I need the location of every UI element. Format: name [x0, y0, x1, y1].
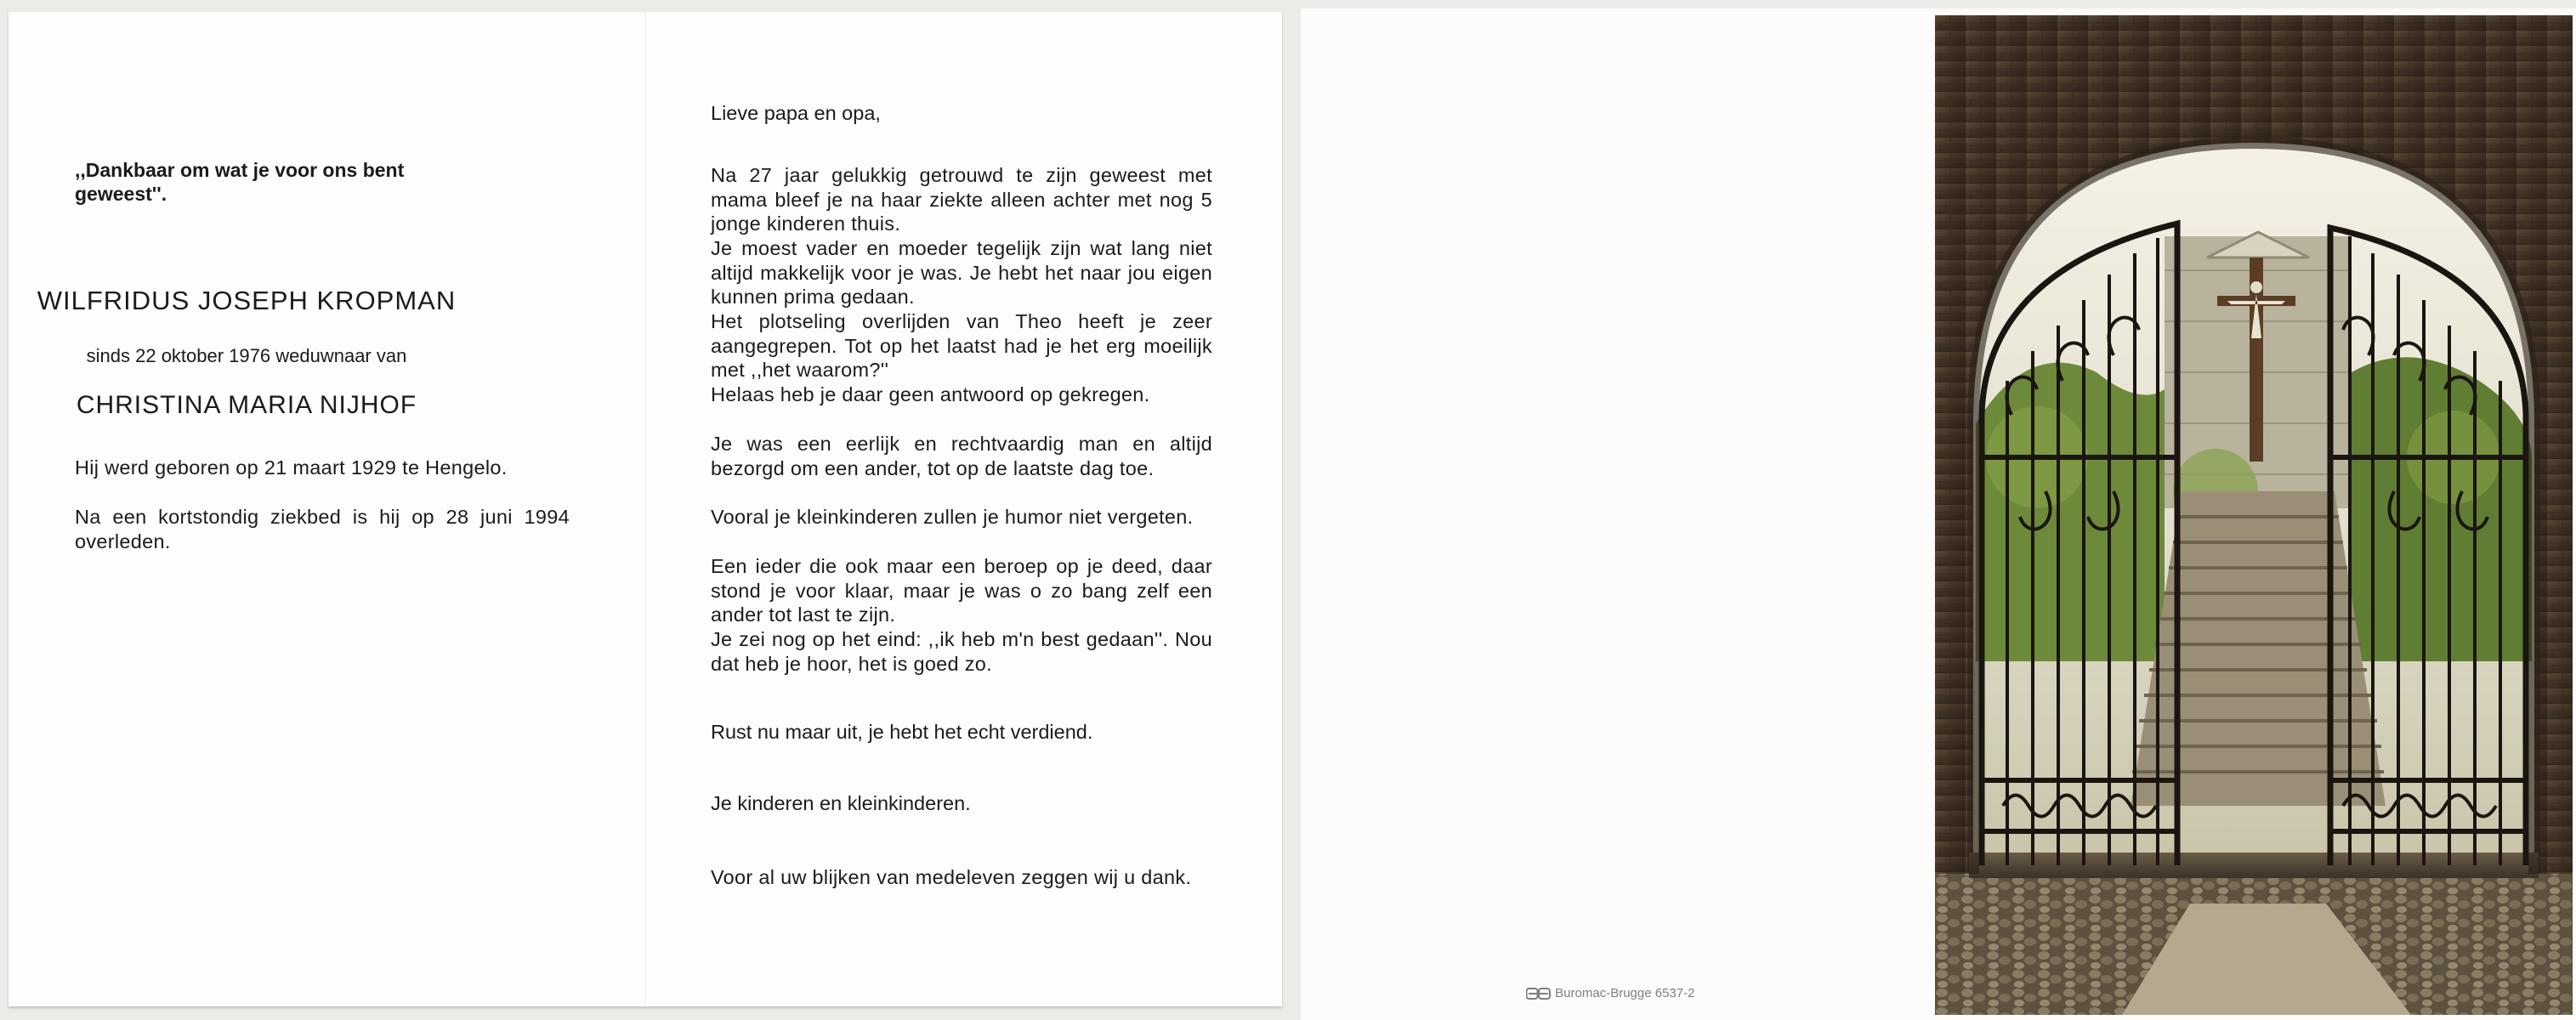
letter-greeting: Lieve papa en opa,	[711, 102, 881, 124]
letter-paragraph: Je zei nog op het eind: ,,ik heb m'n best gedaan''. Nou dat heb je hoor, het is goed zo.	[711, 628, 1212, 675]
motto-quote: ,,Dankbaar om wat je voor ons bent geweest''.	[75, 159, 405, 205]
birth-paragraph: Hij werd geboren op 21 maart 1929 te Hengelo.	[75, 456, 508, 479]
buromac-logo-icon	[1526, 988, 1552, 1000]
rest-line: Rust nu maar uit, je hebt het echt verdiend.	[711, 721, 1093, 743]
gate-archway-photo	[1935, 15, 2573, 1015]
widower-line: sinds 22 oktober 1976 weduwnaar van	[86, 345, 407, 366]
death-paragraph: Na een kortstondig ziekbed is hij op 28 juni 1994 overleden.	[75, 506, 570, 552]
spouse-name: CHRISTINA MARIA NIJHOF	[76, 391, 417, 419]
letter-paragraph: Het plotseling overlijden van Theo heeft je zeer aangegrepen. Tot op het laatst had je het erg moeilijk met ,,het waarom?''	[711, 310, 1212, 381]
memorial-card-back	[1301, 8, 2576, 1020]
printer-mark	[1526, 986, 1694, 1000]
card-fold	[644, 12, 646, 1006]
letter-paragraph: Je was een eerlijk en rechtvaardig man en altijd bezorgd om een ander, tot op de laatste dag toe.	[711, 433, 1212, 479]
thanks-paragraph: Voor al uw blijken van medeleven zeggen wij u dank.	[711, 866, 1192, 888]
letter-paragraph: Vooral je kleinkinderen zullen je humor niet vergeten.	[711, 506, 1194, 528]
letter-paragraph: Een ieder die ook maar een beroep op je deed, daar stond je voor klaar, maar je was o zo bang zelf een ander tot last te zijn.	[711, 555, 1212, 626]
signature-line: Je kinderen en kleinkinderen.	[711, 792, 971, 814]
printer-mark-text: Buromac-Brugge 6537-2	[1555, 986, 1695, 1000]
letter-paragraph: Helaas heb je daar geen antwoord op gekregen.	[711, 383, 1150, 405]
letter-paragraph: Je moest vader en moeder tegelijk zijn wat lang niet altijd makkelijk voor je was. Je hebt het naar jou eigen kunnen prima gedaan.	[711, 237, 1212, 308]
right-foliage	[2352, 357, 2532, 661]
deceased-name: WILFRIDUS JOSEPH KROPMAN	[37, 286, 457, 315]
letter-paragraph: Na 27 jaar gelukkig getrouwd te zijn geweest met mama bleef je na haar ziekte alleen achter met nog 5 jonge kinderen thuis.	[711, 164, 1212, 235]
memorial-card-inside	[9, 12, 1282, 1006]
gate-photo-illustration	[1935, 15, 2573, 1015]
